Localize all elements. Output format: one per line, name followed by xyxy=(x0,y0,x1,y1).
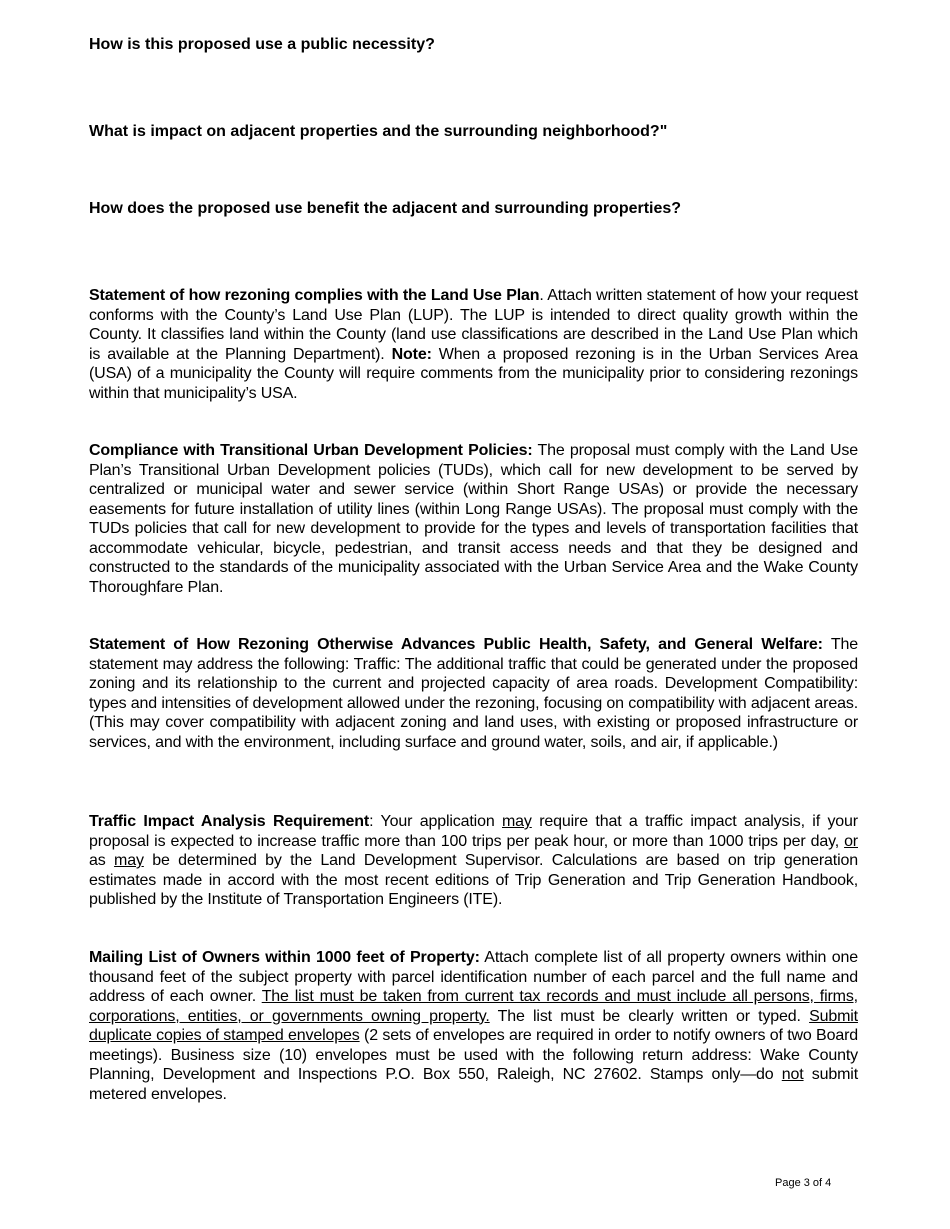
underlined-text: may xyxy=(114,852,144,869)
paragraph-mailing-list xyxy=(89,948,858,1104)
body-text: require that a traffic impact analysis, if your proposal is expected to increase traffic more than 100 trips per peak hour, or more than 1000 trips per day, xyxy=(89,813,858,850)
body-text: be determined by the Land Development Supervisor. Calculations are based on trip generation estimates made in accord with the most recent editions of Trip Generation and Trip Generation Handbook, published by the Institute of Transportation Engineers (ITE). xyxy=(89,852,858,908)
body-text: Attach complete list of all property owners within one thousand feet of the subject property with parcel identification number of each parcel and the full name and address of each owner. xyxy=(89,949,858,1005)
bold-heading-text: Mailing List of Owners within 1000 feet of Property: xyxy=(89,949,480,966)
body-text: as xyxy=(89,852,115,869)
paragraph-tud-compliance xyxy=(89,441,858,597)
paragraph-land-use-plan xyxy=(89,286,858,403)
underlined-text: not xyxy=(781,1066,804,1083)
paragraph-traffic-impact xyxy=(89,812,858,910)
bold-heading-text: Note: xyxy=(391,345,432,363)
body-text: The proposal must comply with the Land Use Plan’s Transitional Urban Development policies (TUDs), which call for new development to be served by centralized or municipal water and sewer service (within Short Range USAs) or provide the necessary easements for future installation of utility lines (within Long Range USAs). The proposal must comply with the TUDs policies that call for new development to provide for the types and levels of transportation facilities that accommodate vehicular, bicycle, pedestrian, and transit access needs and that they be designed and constructed to the standards of the municipality associated with the Urban Service Area and the Wake County Thoroughfare Plan. xyxy=(89,442,858,596)
body-text: The statement may address the following: Traffic: The additional traffic that could be generated under the proposed zoning and its relationship to the current and projected capacity of area roads. Development Compatibility: types and intensities of development allowed under the rezoning, focusing on compatibility with adjacent areas. (This may cover compatibility with adjacent zoning and land uses, with existing or proposed infrastructure or services, and with the environment, including surface and ground water, soils, and air, if applicable.) xyxy=(89,636,858,751)
bold-heading-text: Statement of how rezoning complies with the Land Use Plan xyxy=(89,287,540,304)
paragraph-public-welfare xyxy=(89,635,858,752)
body-text: When a proposed rezoning is in the Urban Services Area (USA) of a municipality the County will require comments from the municipality prior to considering rezonings within that municipality’s USA. xyxy=(89,345,858,402)
body-text: The list must be clearly written or typed. xyxy=(489,1007,810,1025)
body-text: (2 sets of envelopes are required in order to notify owners of two Board meetings). Business size (10) envelopes must be used with the following return address: Wake County Planning, Development and Inspections P.O. Box 550, Raleigh, NC 27602. Stamps only—do xyxy=(89,1027,858,1083)
page-number: Page 3 of 4 xyxy=(775,1177,832,1189)
question-adjacent-impact: What is impact on adjacent properties and the surrounding neighborhood?" xyxy=(89,123,668,140)
underlined-text: may xyxy=(502,813,532,830)
bold-heading-text: Compliance with Transitional Urban Development Policies: xyxy=(89,442,533,459)
body-text: : Your application xyxy=(369,813,502,830)
bold-heading-text: Statement of How Rezoning Otherwise Advances Public Health, Safety, and General Welfare: xyxy=(89,636,823,653)
question-benefit: How does the proposed use benefit the adjacent and surrounding properties? xyxy=(89,200,682,217)
question-public-necessity: How is this proposed use a public necessity? xyxy=(89,36,435,53)
bold-heading-text: Traffic Impact Analysis Requirement xyxy=(89,813,370,830)
body-text: . Attach written statement of how your request conforms with the County’s Land Use Plan (LUP). The LUP is intended to direct quality growth within the County. It classifies land within the County (land use classifications are described in the Land Use Plan which is available at the Planning Department). xyxy=(89,287,858,363)
body-text: submit metered envelopes. xyxy=(89,1066,858,1103)
underlined-text: Submit duplicate copies of stamped envelopes xyxy=(89,1007,858,1044)
underlined-text: The list must be taken from current tax records and must include all persons, firms, corporations, entities, or governments owning property. xyxy=(89,988,858,1025)
underlined-text: or xyxy=(844,832,858,850)
